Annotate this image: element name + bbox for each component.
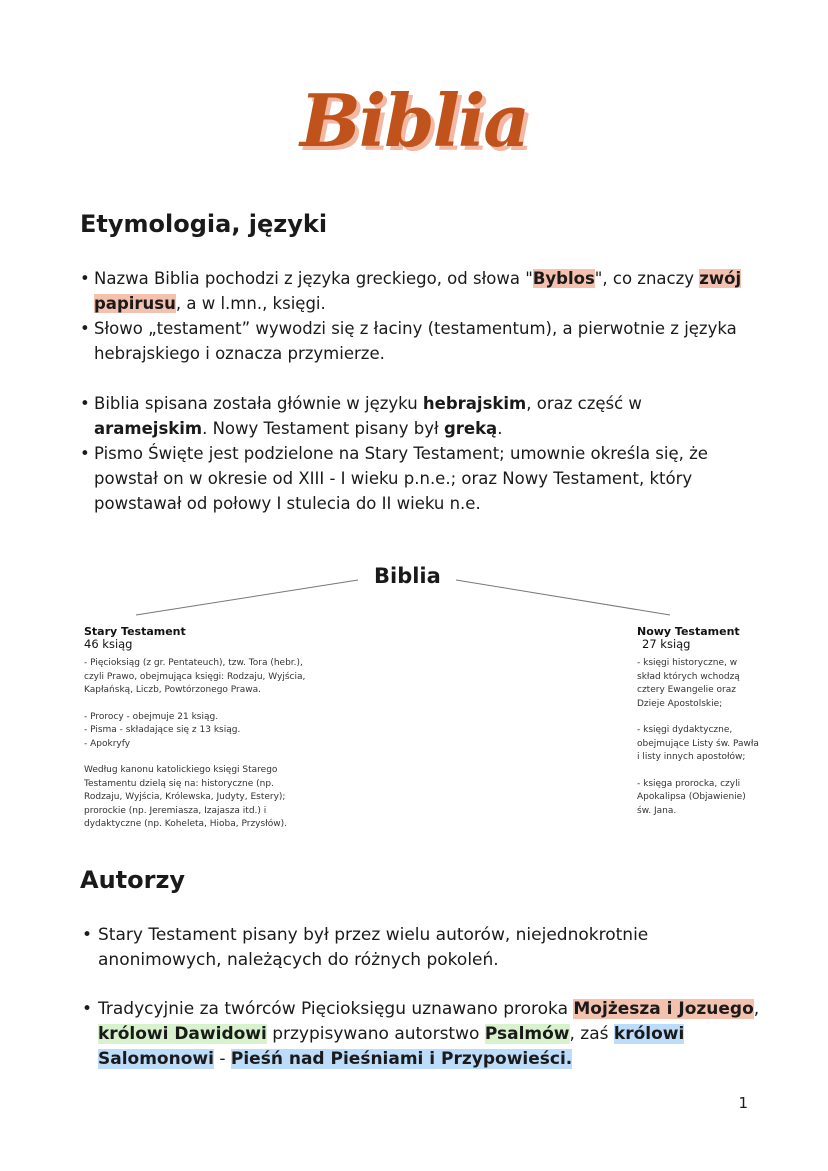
new-count: 27 ksiąg	[642, 637, 691, 651]
list-item: • Pismo Święte jest podzielone na Stary Testament; umownie określa się, że powstał on w okresie od XIII - I wieku p.n.e.; oraz Nowy Testament, który powstawał od połowy I stulecia do II wieku n.e.	[80, 441, 750, 516]
old-p2: - Prorocy - obejmuje 21 ksiąg. - Pisma - składające się z 13 ksiąg. - Apokryfy	[84, 711, 241, 749]
list-item: • Nazwa Biblia pochodzi z języka greckiego, od słowa "Byblos", co znaczy zwój papirusu, a w l.mn., księgi.	[80, 266, 750, 316]
new-p2: - księgi dydaktyczne, obejmujące Listy św. Pawła i listy innych apostołów;	[637, 725, 759, 762]
heading-authors: Autorzy	[80, 866, 186, 894]
list-item: • Tradycyjnie za twórców Pięcioksięgu uznawano proroka Mojżesza i Jozuego, królowi Dawidowi przypisywano autorstwo Psalmów, zaś królowi Salomonowi - Pieśń nad Pieśniami i Przypowieści.	[82, 997, 762, 1072]
heading-etymology: Etymologia, języki	[80, 210, 328, 238]
list-item: • Słowo „testament” wywodzi się z łaciny (testamentum), a pierwotnie z języka hebrajskiego i oznacza przymierze.	[80, 316, 750, 366]
old-title: Stary Testament	[84, 625, 186, 638]
new-title: Nowy Testament	[637, 625, 740, 638]
logo-title: Biblia	[300, 78, 528, 163]
old-p1: - Pięcioksiąg (z gr. Pentateuch), tzw. Tora (hebr.), czyli Prawo, obejmująca księgi: Rodzaju, Wyjścia, Kapłańską, Liczb, Powtórzonego Prawa.	[84, 658, 306, 695]
list-item: • Stary Testament pisany był przez wielu autorów, niejednokrotnie anonimowych, należących do różnych pokoleń.	[82, 923, 762, 973]
new-p3: - księga prorocka, czyli Apokalipsa (Objawienie) św. Jana.	[637, 778, 746, 816]
old-count: 46 ksiąg	[84, 637, 133, 651]
old-p3: Według kanonu katolickiego księgi Starego Testamentu dzielą się na: historyczne (np. Rodzaju, Wyjścia, Królewska, Judyty, Estery); prorockie (np. Jeremiasza, Izajasza itd.) i dydaktyczne (np. Koheleta, Hioba, Przysłów).	[84, 765, 287, 829]
old-testament-box	[84, 626, 305, 845]
list-item: • Biblia spisana została głównie w języku hebrajskim, oraz część w aramejskim. Nowy Testament pisany był greką.	[80, 391, 750, 441]
line-to-old	[136, 580, 358, 615]
authors-list	[82, 923, 762, 1072]
line-to-new	[456, 580, 670, 615]
new-p1: - księgi historyczne, w skład których wchodzą cztery Ewangelie oraz Dzieje Apostolskie;	[637, 658, 740, 709]
diagram-title: Biblia	[374, 564, 441, 588]
new-testament-box	[637, 626, 759, 831]
page-number: 1	[738, 1094, 748, 1112]
